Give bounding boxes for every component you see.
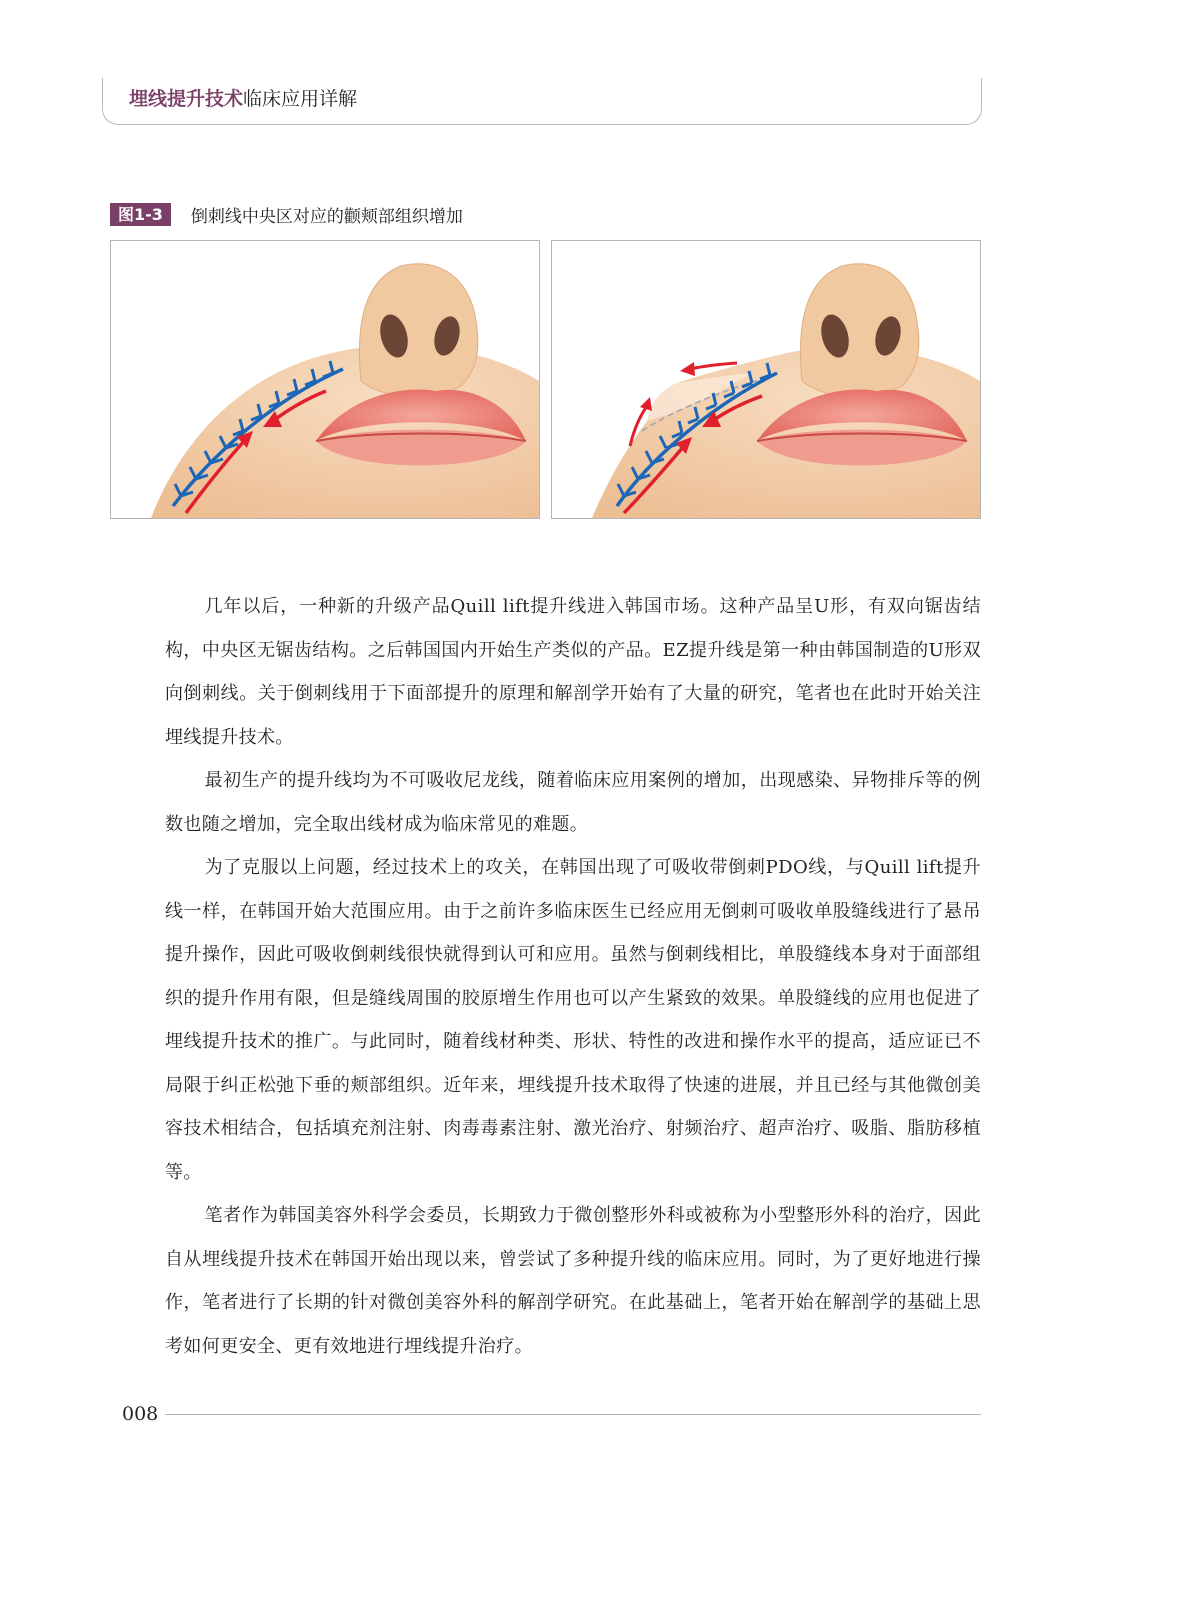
running-header (102, 78, 982, 125)
illustration-right (551, 240, 981, 519)
figure-caption (110, 203, 463, 226)
illustration-left (110, 240, 540, 519)
paragraph-4: 笔者作为韩国美容外科学会委员，长期致力于微创整形外科或被称为小型整形外科的治疗，因此自从埋线提升技术在韩国开始出现以来，曾尝试了多种提升线的临床应用。同时，为了更好地进行操作，笔者进行了长期的针对微创美容外科的解剖学研究。在此基础上，笔者开始在解剖学的基础上思考如何更安全、更有效地进行埋线提升治疗。 (165, 1205, 981, 1357)
nose (800, 264, 918, 397)
page-number: 008 (122, 1403, 159, 1425)
figure-title: 倒刺线中央区对应的颧颊部组织增加 (190, 207, 463, 227)
paragraph-3: 为了克服以上问题，经过技术上的攻关，在韩国出现了可吸收带倒刺PDO线，与Quill lift提升线一样，在韩国开始大范围应用。由于之前许多临床医生已经应用无倒刺可吸收单股缝线进行了悬吊提升操作，因此可吸收倒刺线很快就得到认可和应用。虽然与倒刺线相比，单股缝线本身对于面部组织的提升作用有限，但是缝线周围的胶原增生作用也可以产生紧致的效果。单股缝线的应用也促进了埋线提升技术的推广。与此同时，随着线材种类、形状、特性的改进和操作水平的提高，适应证已不局限于纠正松弛下垂的颊部组织。近年来，埋线提升技术取得了快速的进展，并且已经与其他微创美容技术相结合，包括填充剂注射、肉毒毒素注射、激光治疗、射频治疗、超声治疗、吸脂、脂肪移植等。 (165, 857, 981, 1183)
header-title-rest: 临床应用详解 (243, 88, 358, 110)
figure-label: 图1-3 (110, 203, 171, 226)
face-skin (151, 345, 539, 518)
header-title (129, 84, 357, 111)
paragraph-2: 最初生产的提升线均为不可吸收尼龙线，随着临床应用案例的增加，出现感染、异物排斥等的例数也随之增加，完全取出线材成为临床常见的难题。 (165, 770, 981, 835)
paragraph-1: 几年以后，一种新的升级产品Quill lift提升线进入韩国市场。这种产品呈U形，有双向锯齿结构，中央区无锯齿结构。之后韩国国内开始生产类似的产品。EZ提升线是第一种由韩国制造的U形双向倒刺线。关于倒刺线用于下面部提升的原理和解剖学开始有了大量的研究，笔者也在此时开始关注埋线提升技术。 (165, 596, 981, 748)
body-text (165, 585, 981, 1368)
footer-rule (165, 1414, 981, 1415)
header-title-accent: 埋线提升技术 (129, 88, 244, 110)
face-skin (592, 347, 980, 518)
face-illustration-right (552, 241, 980, 518)
face-illustration-left (111, 241, 539, 518)
nose (359, 264, 477, 397)
